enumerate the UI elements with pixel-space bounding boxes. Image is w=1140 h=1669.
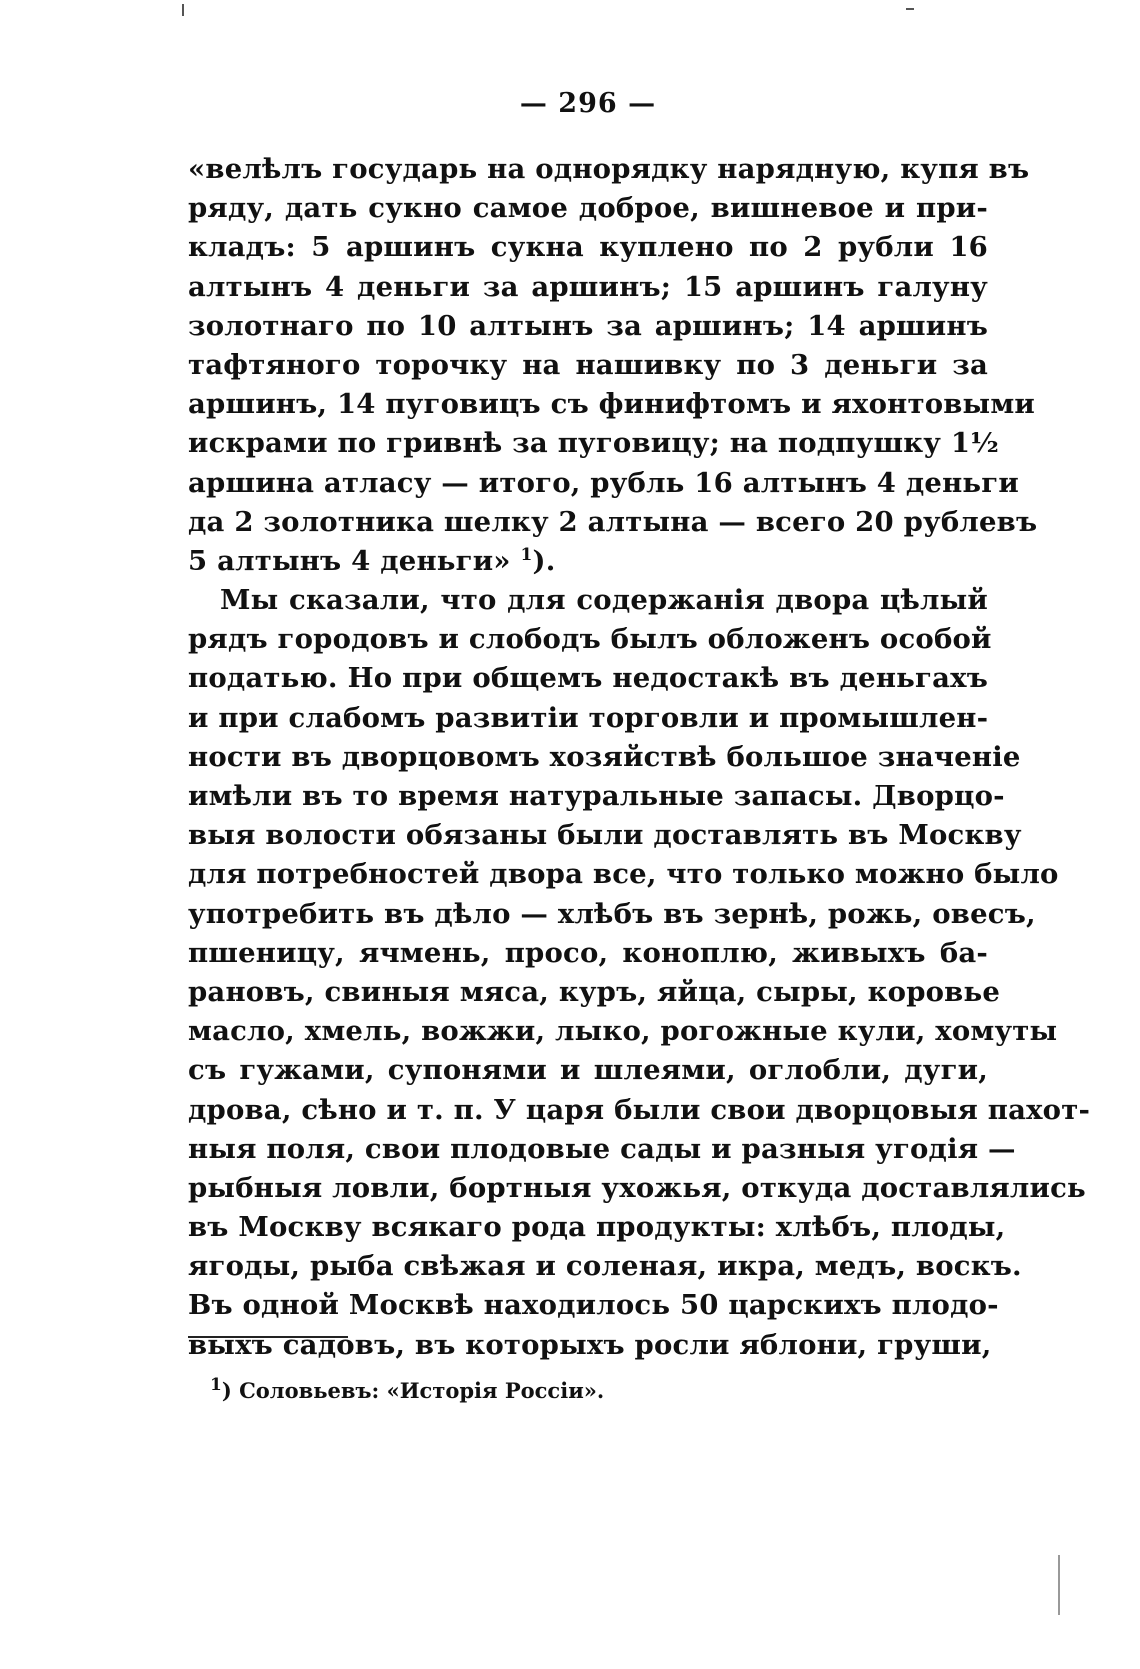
body-text	[188, 150, 1091, 1365]
text-line: для потребностей двора все, что только можно было	[188, 858, 1059, 891]
text-line: Мы сказали, что для содержанія двора цѣлый	[220, 584, 988, 617]
text-line: тафтяного торочку на нашивку по 3 деньги за	[188, 348, 988, 381]
text-line-content: 5 алтынъ 4 деньги»	[188, 544, 521, 577]
text-line: имѣли въ то время натуральные запасы. Дворцо-	[188, 780, 1005, 812]
footnote-divider	[188, 1336, 348, 1338]
text-line: алтынъ 4 деньги за аршинъ; 15 аршинъ галуну	[188, 270, 988, 303]
text-line: Въ одной Москвѣ находилось 50 царскихъ плодо-	[188, 1289, 999, 1322]
text-line: ряду, дать сукно самое доброе, вишневое и при-	[188, 192, 988, 225]
text-line: искрами по гривнѣ за пуговицу; на подпушку 1½	[188, 427, 1000, 460]
text-line: аршинъ, 14 пуговицъ съ финифтомъ и яхонтовыми	[188, 388, 1035, 421]
text-line: пшеницу, ячмень, просо, коноплю, живыхъ ба-	[188, 936, 988, 969]
footnote-reference-close: ).	[532, 544, 556, 577]
text-line: податью. Но при общемъ недостакѣ въ деньгахъ	[188, 662, 988, 695]
text-line-last	[188, 542, 988, 581]
scan-mark	[1058, 1555, 1060, 1615]
footnote-text: ) Соловьевъ: «Исторія Россіи».	[221, 1378, 605, 1403]
text-line: дрова, сѣно и т. п. У царя были свои дворцовыя пахот-	[188, 1093, 1091, 1126]
text-line: ягоды, рыба свѣжая и соленая, икра, медъ, воскъ.	[188, 1250, 1022, 1283]
text-line: кладъ: 5 аршинъ сукна куплено по 2 рубли 16	[188, 231, 988, 264]
text-line: ныя поля, свои плодовые сады и разныя угодія —	[188, 1132, 1016, 1165]
text-line: употребить въ дѣло — хлѣбъ въ зернѣ, рожь, овесъ,	[188, 897, 1036, 930]
text-line: выхъ садовъ, въ которыхъ росли яблони, груши,	[188, 1328, 992, 1361]
text-line: «велѣлъ государь на однорядку нарядную, купя въ	[188, 153, 1030, 185]
page-number: — 296 —	[519, 88, 657, 119]
text-line: и при слабомъ развитіи торговли и промышлен-	[188, 701, 989, 734]
text-line: съ гужами, супонями и шлеями, оглобли, дуги,	[188, 1054, 988, 1087]
footnote-reference: 1	[520, 544, 533, 565]
text-line: масло, хмель, вожжи, лыко, рогожные кули, хомуты	[188, 1015, 1058, 1048]
text-line: рановъ, свиныя мяса, куръ, яйца, сыры, коровье	[188, 975, 1001, 1008]
text-line: рядъ городовъ и слободъ былъ обложенъ особой	[188, 623, 992, 656]
text-line: рыбныя ловли, бортныя ухожья, откуда доставлялись	[188, 1171, 1086, 1204]
text-line: въ Москву всякаго рода продукты: хлѣбъ, плоды,	[188, 1211, 1006, 1244]
text-line: ности въ дворцовомъ хозяйствѣ большое значеніе	[188, 740, 1021, 773]
footnote-marker: 1	[210, 1375, 222, 1395]
scan-mark	[182, 4, 184, 16]
text-line: выя волости обязаны были доставлять въ Москву	[188, 819, 1022, 852]
footnote	[210, 1375, 605, 1403]
text-line: золотнаго по 10 алтынъ за аршинъ; 14 аршинъ	[188, 309, 988, 342]
scan-mark	[906, 8, 914, 10]
text-line: аршина атласу — итого, рубль 16 алтынъ 4 деньги	[188, 466, 1019, 499]
text-line: да 2 золотника шелку 2 алтына — всего 20 рублевъ	[188, 505, 1038, 538]
